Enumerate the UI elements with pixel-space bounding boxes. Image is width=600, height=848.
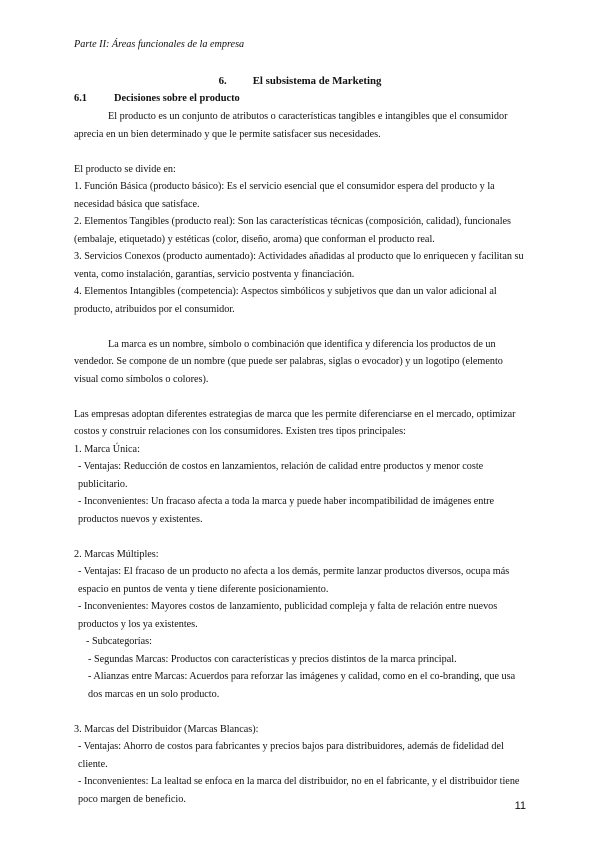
page-number: 11: [514, 800, 526, 812]
page-content: [74, 72, 526, 808]
subsection-heading: [74, 90, 526, 108]
list-item: 4. Elementos Intangibles (competencia): Aspectos simbólicos y subjetivos que dan un valor adicional al producto, atribuidos por el consumidor.: [74, 286, 497, 315]
list-item: 1. Marca Única:: [74, 443, 140, 455]
list-item: - Subcategorías:: [86, 636, 152, 647]
section-heading: [74, 72, 526, 90]
paragraph-intro: El producto es un conjunto de atributos o características tangibles e intangibles que el consumidor aprecia en un bien determinado y que le permite satisfacer sus necesidades.: [74, 111, 508, 140]
list-item: - Ventajas: Reducción de costos en lanzamientos, relación de calidad entre productos y menor coste publicitario.: [78, 461, 484, 490]
paragraph-divide: El producto se divide en:: [74, 163, 176, 175]
list-item: - Alianzas entre Marcas: Acuerdos para reforzar las imágenes y calidad, como en el co-branding, que usa dos marcas en un solo producto.: [88, 671, 516, 700]
running-header: Parte II: Áreas funcionales de la empresa: [74, 39, 245, 50]
list-item: - Inconvenientes: Mayores costos de lanzamiento, publicidad compleja y falta de relación entre nuevos productos y los ya existentes.: [78, 601, 498, 630]
list-item: - Inconvenientes: La lealtad se enfoca en la marca del distribuidor, no en el fabricante, y el distribuidor tiene poco margen de beneficio.: [78, 776, 520, 805]
list-item: - Ventajas: Ahorro de costos para fabricantes y precios bajos para distribuidores, además de fidelidad del cliente.: [78, 741, 504, 770]
list-item: 3. Marcas del Distribuidor (Marcas Blancas):: [74, 723, 259, 735]
list-item: - Inconvenientes: Un fracaso afecta a toda la marca y puede haber incompatibilidad de imágenes entre productos nuevos y existentes.: [78, 496, 495, 525]
section-number: 6.: [218, 75, 227, 87]
list-item: 2. Marcas Múltiples:: [74, 548, 159, 560]
list-item: 2. Elementos Tangibles (producto real): Son las características técnicas (composición, calidad), funcionales (embalaje, etiquetado) y estéticas (color, diseño, aroma) que conforman el producto real.: [74, 216, 512, 245]
list-item: - Ventajas: El fracaso de un producto no afecta a los demás, permite lanzar productos diversos, ocupa más espacio en puntos de venta y tiene diferente posicionamiento.: [78, 566, 510, 595]
list-item: 3. Servicios Conexos (producto aumentado): Actividades añadidas al producto que lo enriquecen y facilitan su venta, como instalación, garantías, servicio postventa y financiación.: [74, 251, 524, 280]
list-item: - Segundas Marcas: Productos con características y precios distintos de la marca principal.: [88, 653, 457, 665]
subsection-title: Decisiones sobre el producto: [114, 93, 240, 104]
paragraph-estrategias: Las empresas adoptan diferentes estrategias de marca que les permite diferenciarse en el mercado, optimizar costos y construir relaciones con los consumidores. Existen tres tipos principales:: [74, 408, 516, 437]
list-item: 1. Función Básica (producto básico): Es el servicio esencial que el consumidor espera del producto y la necesidad básica que satisface.: [74, 181, 495, 210]
paragraph-marca: La marca es un nombre, símbolo o combinación que identifica y diferencia los productos de un vendedor. Se compone de un nombre (que puede ser palabras, siglas o evocador) y un logotipo (elemento visual como símbolos o colores).: [74, 338, 503, 385]
subsection-number: 6.1: [74, 93, 87, 104]
section-title: El subsistema de Marketing: [252, 75, 382, 87]
